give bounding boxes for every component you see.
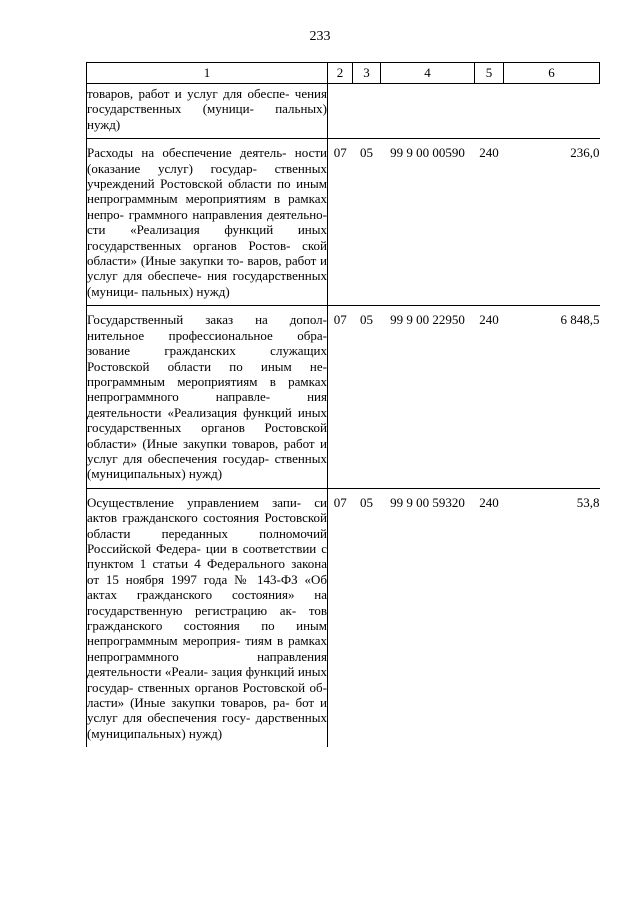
header-col-4: 4 bbox=[381, 63, 475, 84]
table-row bbox=[87, 488, 600, 747]
row-target-code: 99 9 00 59320 bbox=[381, 488, 475, 747]
row-section: 07 bbox=[328, 306, 353, 488]
table-row bbox=[87, 139, 600, 306]
row-section: 07 bbox=[328, 488, 353, 747]
header-col-5: 5 bbox=[475, 63, 504, 84]
row-expense-type: 240 bbox=[475, 488, 504, 747]
row-description: Осуществление управлением запи- си актов гражданского состояния Ростовской области переданных полномочий Российской Федера- ции в соответствии с пунктом 1 статьи 4 Федерального закона от 15 ноября 1997 года № 143-ФЗ «Об актах гражданского состояния» на государственную регистрацию ак- тов гражданского состояния по иным непрограммным мероприя- тиям в рамках непрограммного направления деятельности «Реали- зация функций иных государ- ственных органов Ростовской об- ласти» (Иные закупки товаров, ра- бот и услуг для обеспечения госу- дарственных (муниципальных) нужд) bbox=[87, 488, 328, 747]
header-col-6: 6 bbox=[504, 63, 600, 84]
row-subsection: 05 bbox=[353, 306, 381, 488]
row-amount: 53,8 bbox=[504, 488, 600, 747]
page-number: 233 bbox=[309, 29, 331, 44]
budget-table bbox=[86, 62, 600, 747]
row-section: 07 bbox=[328, 139, 353, 306]
row-target-code: 99 9 00 22950 bbox=[381, 306, 475, 488]
row-subsection: 05 bbox=[353, 488, 381, 747]
row-description: Государственный заказ на допол- нительное профессиональное обра- зование гражданских служащих Ростовской области по иным не- программным мероприятиям в рамках непрограммного направле- ния деятельности «Реализация функций иных государственных органов Ростовской области» (Иные закупки товаров, работ и услуг для обеспечения государ- ственных (муниципальных) нужд) bbox=[87, 306, 328, 488]
row-target-code: 99 9 00 00590 bbox=[381, 139, 475, 306]
header-col-2: 2 bbox=[328, 63, 353, 84]
row-subsection: 05 bbox=[353, 139, 381, 306]
row-description: Расходы на обеспечение деятель- ности (оказание услуг) государ- ственных учреждений Ростовской области по иным непрограммным мероприятиям в рамках непро- граммного направления деятельно- сти «Реализация функций иных государственных органов Ростов- ской области» (Иные закупки то- варов, работ и услуг для обеспече- ния государственных (муници- пальных) нужд) bbox=[87, 139, 328, 306]
table-row bbox=[87, 306, 600, 488]
table-header-row bbox=[87, 63, 600, 84]
row-description: товаров, работ и услуг для обеспе- чения государственных (муници- пальных) нужд) bbox=[87, 84, 328, 139]
row-expense-type: 240 bbox=[475, 306, 504, 488]
header-col-1: 1 bbox=[87, 63, 328, 84]
row-expense-type: 240 bbox=[475, 139, 504, 306]
row-amount: 236,0 bbox=[504, 139, 600, 306]
row-amount: 6 848,5 bbox=[504, 306, 600, 488]
table-row-continuation bbox=[87, 84, 600, 139]
header-col-3: 3 bbox=[353, 63, 381, 84]
